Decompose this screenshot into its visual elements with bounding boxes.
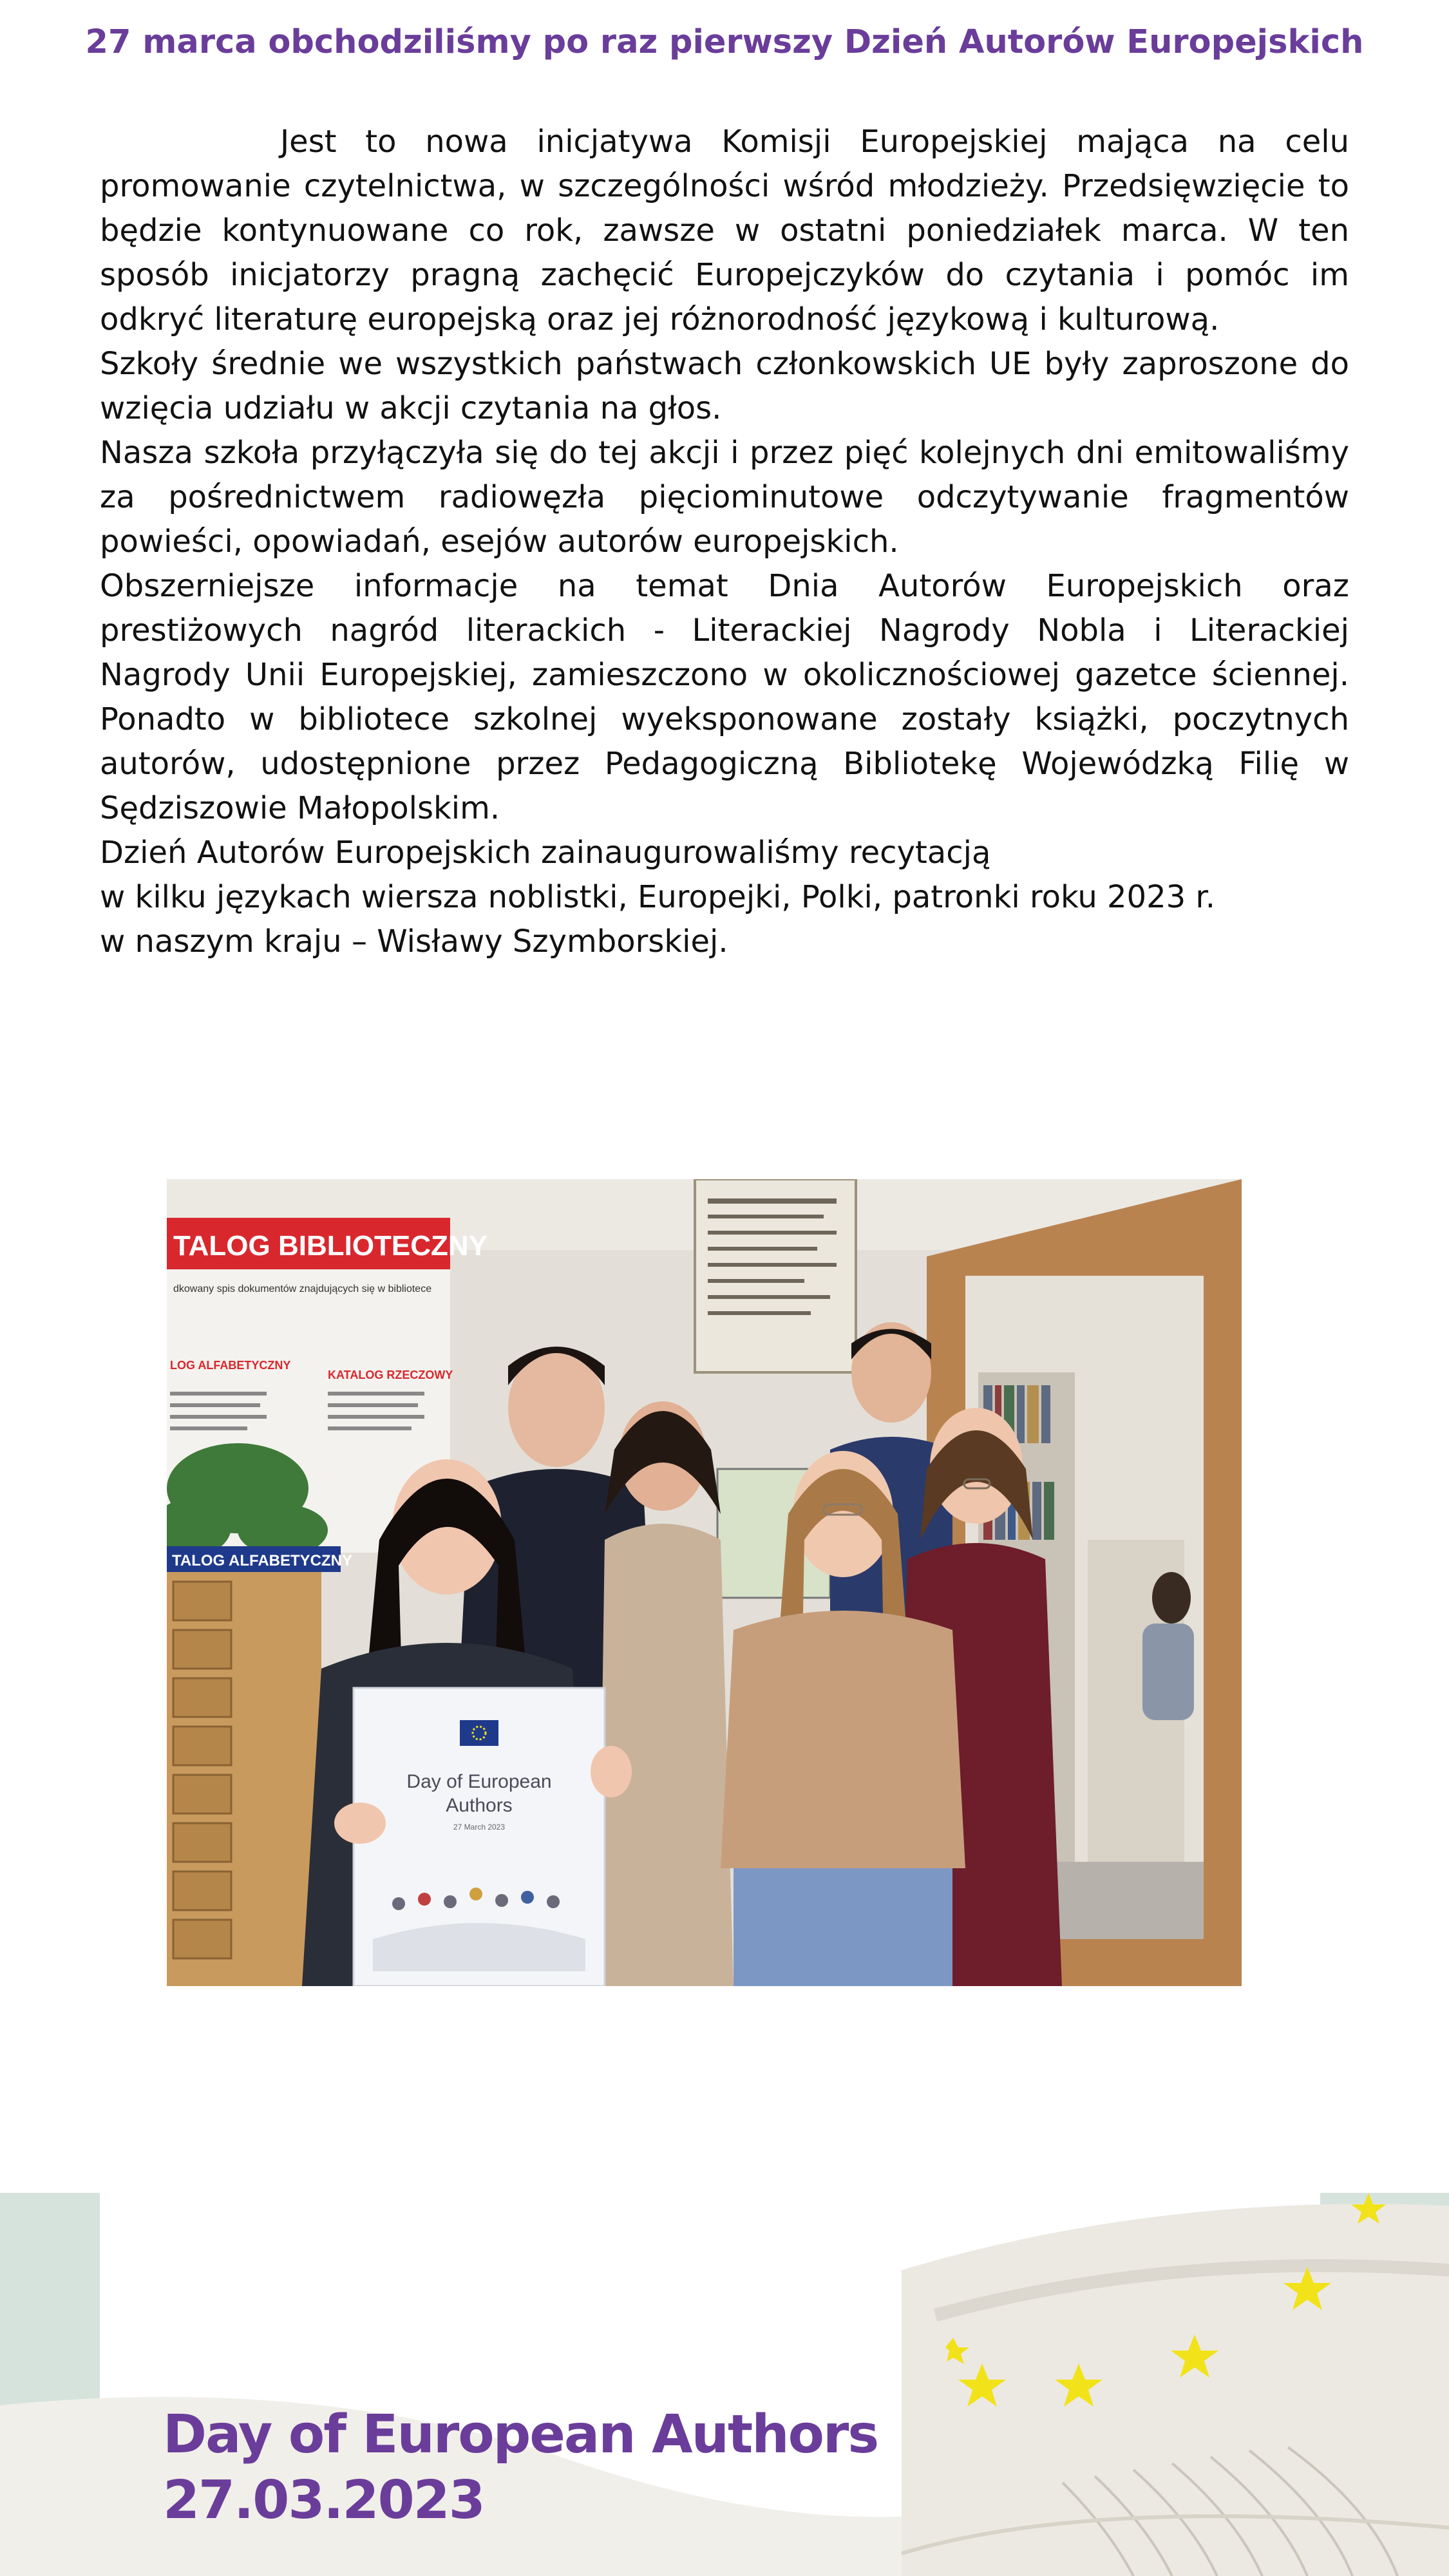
day-of-european-authors-poster [354, 1688, 605, 1986]
banner-title [163, 2402, 878, 2533]
drawer-label: TALOG ALFABETYCZNY [172, 1552, 352, 1569]
banner-title-date: 27.03.2023 [163, 2470, 484, 2531]
banner-title-line1: Day of European Authors [163, 2404, 878, 2465]
catalog-sign-subtitle: dkowany spis dokumentów znajdujących się w bibliotece [173, 1283, 432, 1294]
article-paragraph: w naszym kraju – Wisławy Szymborskiej. [100, 923, 728, 960]
article-paragraph: Nasza szkoła przyłączyła się do tej akcji i przez pięć kolejnych dni emitowaliśmy za pośrednictwem radiowęzła pięciominutowe odczytywanie fragmentów powieści, opowiadań, esejów autorów europejskich. [100, 435, 1349, 560]
article-paragraph: Dzień Autorów Europejskich zainaugurowaliśmy recytacją [100, 835, 991, 871]
catalog-sign-right: KATALOG RZECZOWY [328, 1368, 453, 1381]
poster-date: 27 March 2023 [453, 1823, 506, 1832]
group-photo-illustration [167, 1179, 1242, 1986]
article-body [100, 120, 1349, 964]
poster-line2: Authors [446, 1795, 513, 1816]
article-paragraph: Jest to nowa inicjatywa Komisji Europejskiej mająca na celu promowanie czytelnictwa, w szczególności wśród młodzieży. Przedsięwzięcie to będzie kontynuowane co rok, zawsze w ostatni poniedziałek marca. W ten sposób inicjatorzy pragną zachęcić Europejczyków do czytania i pomóc im odkryć literaturę europejską oraz jej różnorodność językową i kulturową. [100, 124, 1349, 337]
page-title: 27 marca obchodziliśmy po raz pierwszy Dzień Autorów Europejskich [85, 23, 1364, 61]
group-photo [167, 1179, 1242, 1986]
article-paragraph: w kilku językach wiersza noblistki, Europejki, Polki, patronki roku 2023 r. [100, 879, 1216, 915]
catalog-sign-title: TALOG BIBLIOTECZNY [173, 1230, 488, 1262]
article-paragraph: Obszerniejsze informacje na temat Dnia Autorów Europejskich oraz prestiżowych nagród literackich - Literackiej Nagrody Nobla i Literackiej Nagrody Unii Europejskiej, zamieszczono w okolicznościowej gazetce ściennej. Ponadto w bibliotece szkolnej wyeksponowane zostały książki, poczytnych autorów, udostępnione przez Pedagogiczną Bibliotekę Wojewódzką Filię w Sędziszowie Małopolskim. [100, 568, 1349, 826]
poster-line1: Day of European [406, 1771, 552, 1792]
article-paragraph: Szkoły średnie we wszystkich państwach członkowskich UE były zaproszone do wzięcia udziału w akcji czytania na głos. [100, 346, 1349, 426]
catalog-sign-left: LOG ALFABETYCZNY [170, 1359, 291, 1372]
